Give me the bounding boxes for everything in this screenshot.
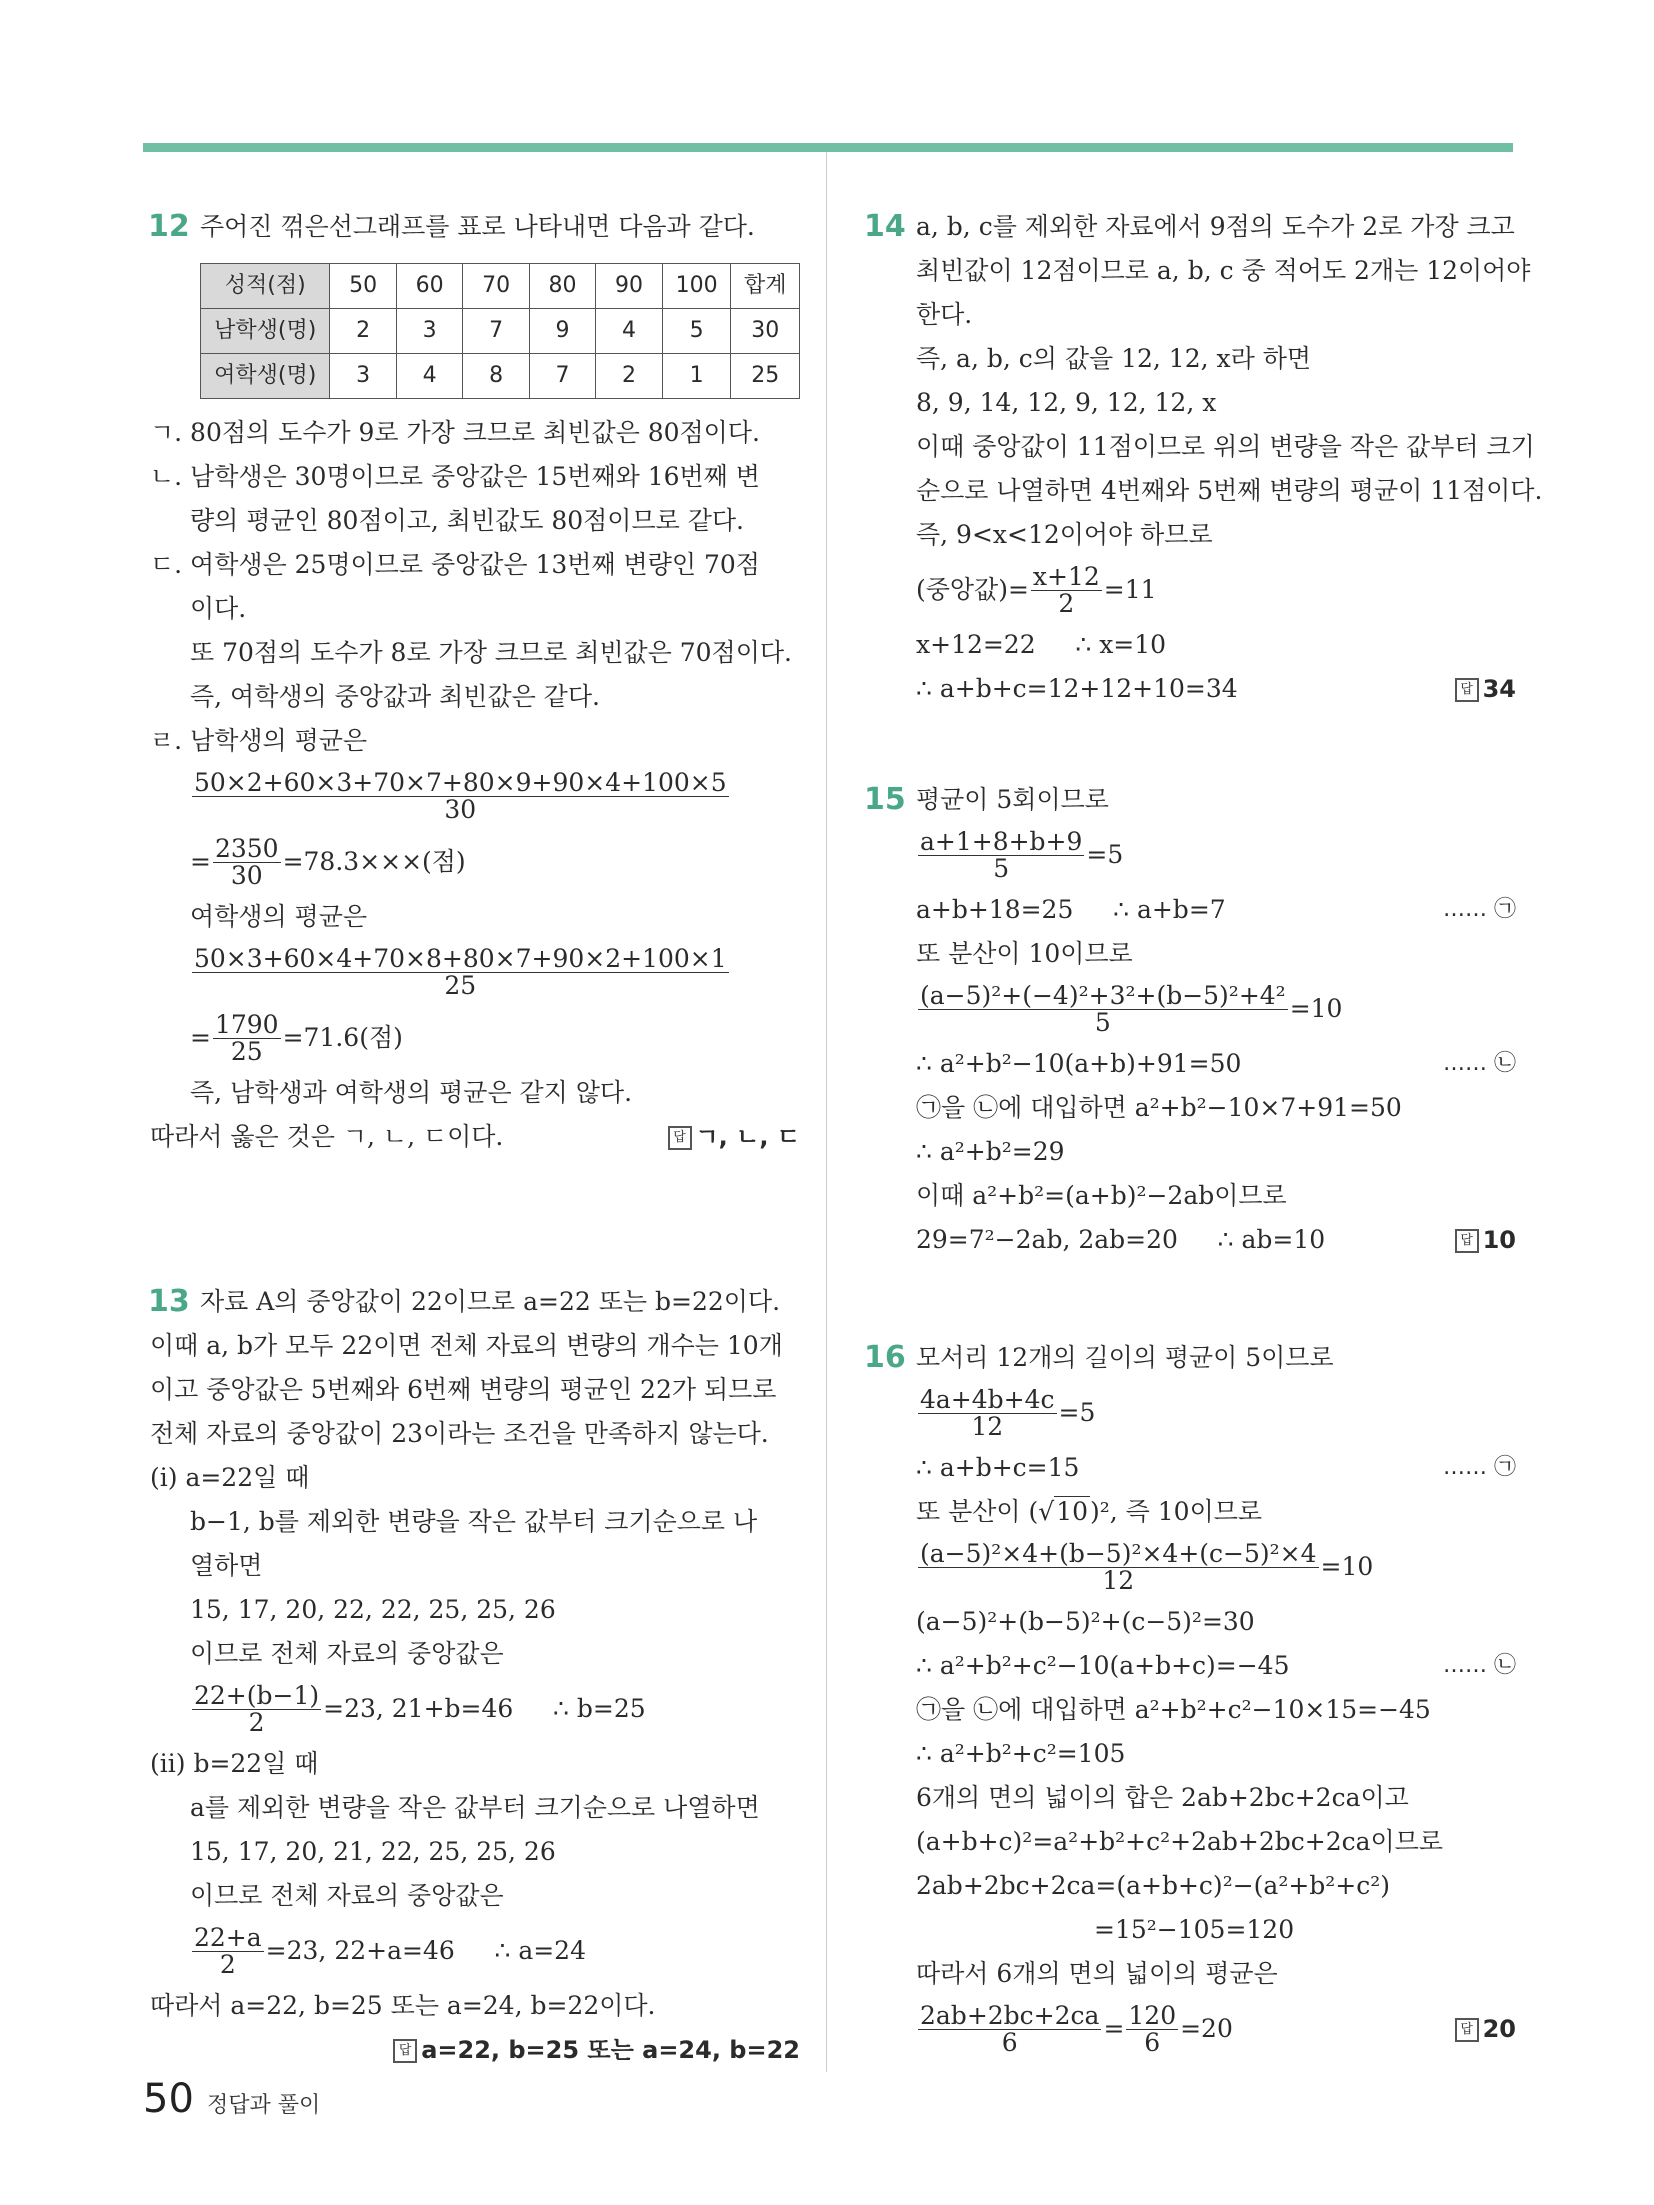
text-line: 15, 17, 20, 21, 22, 25, 25, 26 <box>190 1837 556 1866</box>
table-row <box>201 309 800 354</box>
text-line: a, b, c를 제외한 자료에서 9점의 도수가 2로 가장 크고 <box>916 212 1515 241</box>
text-line: 이다. <box>190 594 247 623</box>
column-divider <box>826 152 827 2072</box>
fraction <box>192 767 729 824</box>
table-cell: 50 <box>330 264 396 309</box>
fraction-line <box>916 976 1516 1042</box>
fraction <box>918 826 1084 883</box>
text-line: 한다. <box>916 300 973 329</box>
text-line: ㄴ. 남학생은 30명이므로 중앙값은 15번째와 16번째 변 <box>150 462 760 491</box>
numerator: 120 <box>1128 2000 1177 2030</box>
text-line: 즉, a, b, c의 값을 12, 12, x라 하면 <box>916 344 1311 373</box>
text-line: 또 분산이 10이므로 <box>916 939 1133 968</box>
table-cell: 8 <box>463 354 529 399</box>
text-line: 즉, 여학생의 중앙값과 최빈값은 같다. <box>190 682 600 711</box>
denominator: 6 <box>1144 2027 1161 2057</box>
table-cell: 3 <box>396 309 462 354</box>
numerator: 22+(b−1) <box>194 1680 320 1710</box>
text-line: ㉠을 ㉡에 대입하면 a²+b²+c²−10×15=−45 <box>916 1695 1431 1724</box>
table-cell: 9 <box>529 309 595 354</box>
text-line-with-mark <box>916 1042 1516 1086</box>
sqrt-value: 10 <box>1056 1497 1088 1526</box>
text-line: 모서리 12개의 길이의 평균이 5이므로 <box>916 1343 1334 1372</box>
text-line: 평균이 5회이므로 <box>916 785 1109 814</box>
text-line: 최빈값이 12점이므로 a, b, c 중 적어도 2개는 12이어야 <box>916 256 1531 285</box>
fraction-line <box>916 822 1516 888</box>
table-cell: 30 <box>731 309 800 354</box>
problem-number: 16 <box>864 1340 906 1375</box>
fraction-line <box>916 557 1516 623</box>
table-cell: 2 <box>596 354 662 399</box>
fraction <box>192 1680 321 1737</box>
text-line: 이므로 전체 자료의 중앙값은 <box>190 1639 504 1668</box>
problem-16 <box>866 1336 1516 2062</box>
text-line: 따라서 a=22, b=25 또는 a=24, b=22이다. <box>150 1991 656 2020</box>
text-line: ㄷ. 여학생은 25명이므로 중앙값은 13번째 변량인 70점 <box>150 550 760 579</box>
problem-15 <box>866 778 1516 1262</box>
problem-13 <box>150 1280 800 2072</box>
fraction <box>192 943 729 1000</box>
text-line: 순으로 나열하면 4번째와 5번째 변량의 평균이 11점이다. <box>916 476 1543 505</box>
text-line: ㉠을 ㉡에 대입하면 a²+b²−10×7+91=50 <box>916 1093 1402 1122</box>
problem-body <box>916 1336 1516 2062</box>
problem-number: 12 <box>148 209 190 244</box>
numerator: 2ab+2bc+2ca <box>920 2000 1100 2030</box>
page-footer <box>143 2076 320 2122</box>
equation-mark: …… ㉡ <box>1443 1653 1516 1678</box>
problem-number: 13 <box>148 1284 190 1319</box>
answer-value: a=22, b=25 또는 a=24, b=22 <box>421 2036 800 2064</box>
math-text: =20 <box>1180 2014 1233 2043</box>
math-text: =78.3×××(점) <box>282 847 466 876</box>
text-line-with-mark <box>916 1446 1516 1490</box>
table-cell: 100 <box>662 264 731 309</box>
answer-line <box>150 2028 800 2072</box>
answer <box>1455 667 1516 711</box>
table-cell: 5 <box>662 309 731 354</box>
text-line: 따라서 옳은 것은 ㄱ, ㄴ, ㄷ이다. <box>150 1122 504 1151</box>
math-text: =10 <box>1320 1552 1374 1581</box>
fraction-line <box>150 1918 800 1984</box>
answer-line <box>916 1218 1516 1262</box>
text-line: 전체 자료의 중앙값이 23이라는 조건을 만족하지 않는다. <box>150 1419 769 1448</box>
math-text: =5 <box>1086 840 1124 869</box>
equation-mark: …… ㉡ <box>1443 1051 1516 1076</box>
solution-lines <box>150 1324 800 2072</box>
text-line: 이때 중앙값이 11점이므로 위의 변량을 작은 값부터 크기 <box>916 432 1535 461</box>
fraction <box>1031 561 1102 618</box>
math-text: ∴ a+b+c=15 <box>916 1453 1080 1482</box>
table-cell: 합계 <box>731 264 800 309</box>
answer-value: ㄱ, ㄴ, ㄷ <box>695 1123 800 1151</box>
text-line: ∴ a+b+c=12+12+10=34 <box>916 674 1238 703</box>
answer <box>1455 2007 1516 2051</box>
table-header-row <box>201 264 800 309</box>
math-text: = <box>1103 2014 1125 2043</box>
problem-body <box>916 778 1516 1262</box>
table-cell: 25 <box>731 354 800 399</box>
math-text: = <box>190 847 211 876</box>
text-line: ㄹ. 남학생의 평균은 <box>150 726 368 755</box>
equation-mark: …… ㉠ <box>1443 897 1516 922</box>
text-line: 또 70점의 도수가 8로 가장 크므로 최빈값은 70점이다. <box>190 638 792 667</box>
math-text: ∴ a²+b²−10(a+b)+91=50 <box>916 1049 1242 1078</box>
fraction-line <box>916 1380 1516 1446</box>
text-line: 즉, 남학생과 여학생의 평균은 같지 않다. <box>190 1078 633 1107</box>
text-line: 따라서 6개의 면의 넓이의 평균은 <box>916 1959 1278 1988</box>
numerator: 50×3+60×4+70×8+80×7+90×2+100×1 <box>194 943 727 973</box>
problem-number: 15 <box>864 782 906 817</box>
text-line: 이때 a, b가 모두 22이면 전체 자료의 변량의 개수는 10개 <box>150 1331 783 1360</box>
fraction <box>213 1009 281 1066</box>
text-line: 주어진 꺾은선그래프를 표로 나타내면 다음과 같다. <box>200 212 755 241</box>
answer <box>1455 1218 1516 1262</box>
page-number: 50 <box>143 2076 194 2122</box>
problem-body <box>200 1280 800 1324</box>
denominator: 2 <box>1058 588 1075 618</box>
answer-icon: 답 <box>1455 678 1479 702</box>
footer-label: 정답과 풀이 <box>207 2093 321 2118</box>
problem-12 <box>150 205 800 1159</box>
sqrt-sign: √ <box>1038 1497 1055 1526</box>
table-cell: 90 <box>596 264 662 309</box>
text-line: 이때 a²+b²=(a+b)²−2ab이므로 <box>916 1181 1287 1210</box>
denominator: 2 <box>219 1949 236 1979</box>
text-line: 2ab+2bc+2ca=(a+b+c)²−(a²+b²+c²) <box>916 1871 1391 1900</box>
equation-mark: …… ㉠ <box>1443 1455 1516 1480</box>
math-text: =11 <box>1103 575 1157 604</box>
score-table <box>200 263 800 399</box>
fraction <box>918 2000 1101 2057</box>
problem-body <box>200 205 800 399</box>
text-line: x+12=22 ∴ x=10 <box>916 630 1167 659</box>
text-line: 열하면 <box>190 1551 263 1580</box>
numerator: 1790 <box>214 1009 279 1039</box>
math-text: 29=7²−2ab, 2ab=20 ∴ ab=10 <box>916 1225 1326 1254</box>
math-text: a+b+18=25 ∴ a+b=7 <box>916 895 1226 924</box>
problem-14 <box>864 205 1543 711</box>
text-line: 량의 평균인 80점이고, 최빈값도 80점이므로 같다. <box>190 506 744 535</box>
text-line: a를 제외한 변량을 작은 값부터 크기순으로 나열하면 <box>190 1793 760 1822</box>
table-cell: 2 <box>330 309 396 354</box>
numerator: x+12 <box>1032 561 1100 591</box>
text-line: 이므로 전체 자료의 중앙값은 <box>190 1881 504 1910</box>
math-text: =71.6(점) <box>282 1023 403 1052</box>
fraction-line <box>150 939 800 1005</box>
numerator: (a−5)²×4+(b−5)²×4+(c−5)²×4 <box>920 1538 1317 1568</box>
table-cell: 3 <box>330 354 396 399</box>
denominator: 5 <box>1094 1007 1111 1037</box>
math-text: 또 분산이 ( <box>916 1497 1039 1526</box>
denominator: 30 <box>444 794 477 824</box>
text-line: b−1, b를 제외한 변량을 작은 값부터 크기순으로 나 <box>190 1507 758 1536</box>
fraction <box>192 1922 264 1979</box>
math-text: =5 <box>1058 1398 1096 1427</box>
table-cell: 성적(점) <box>201 264 330 309</box>
table-cell: 80 <box>529 264 595 309</box>
denominator: 25 <box>230 1036 263 1066</box>
fraction <box>918 980 1288 1037</box>
text-line: 여학생의 평균은 <box>190 902 367 931</box>
text-line: 이고 중앙값은 5번째와 6번째 변량의 평균인 22가 되므로 <box>150 1375 777 1404</box>
table-cell: 60 <box>396 264 462 309</box>
math-text: ∴ a²+b²+c²−10(a+b+c)=−45 <box>916 1651 1290 1680</box>
answer <box>668 1115 801 1159</box>
answer-icon: 답 <box>668 1126 692 1150</box>
answer <box>393 2028 800 2072</box>
numerator: 22+a <box>194 1922 262 1952</box>
answer-icon: 답 <box>1455 1229 1479 1253</box>
fraction <box>213 833 281 890</box>
answer-value: 34 <box>1482 675 1516 703</box>
fraction-line <box>150 1005 800 1071</box>
math-text: =23, 22+a=46 ∴ a=24 <box>265 1936 586 1965</box>
numerator: (a−5)²+(−4)²+3²+(b−5)²+4² <box>920 980 1286 1010</box>
text-line: ∴ a²+b²+c²=105 <box>916 1739 1126 1768</box>
fraction <box>918 1384 1057 1441</box>
table-cell: 4 <box>396 354 462 399</box>
math-text: =23, 21+b=46 ∴ b=25 <box>323 1694 646 1723</box>
denominator: 12 <box>1102 1565 1135 1595</box>
table-cell: 4 <box>596 309 662 354</box>
denominator: 6 <box>1001 2027 1018 2057</box>
table-cell: 남학생(명) <box>201 309 330 354</box>
denominator: 2 <box>248 1707 265 1737</box>
answer-value: 10 <box>1482 1226 1516 1254</box>
text-line-with-mark <box>916 888 1516 932</box>
text-line: ㄱ. 80점의 도수가 9로 가장 크므로 최빈값은 80점이다. <box>150 418 760 447</box>
text-line: ∴ a²+b²=29 <box>916 1137 1065 1166</box>
fraction-line <box>916 1996 1516 2062</box>
table-cell: 70 <box>463 264 529 309</box>
numerator: a+1+8+b+9 <box>920 826 1083 856</box>
fraction-line <box>150 1676 800 1742</box>
denominator: 12 <box>971 1411 1004 1441</box>
numerator: 50×2+60×3+70×7+80×9+90×4+100×5 <box>194 767 727 797</box>
top-accent-bar <box>143 143 1513 152</box>
numerator: 2350 <box>214 833 279 863</box>
text-line: 자료 A의 중앙값이 22이므로 a=22 또는 b=22이다. <box>200 1287 781 1316</box>
denominator: 5 <box>993 853 1010 883</box>
answer-line <box>150 1115 800 1159</box>
text-line: 즉, 9<x<12이어야 하므로 <box>916 520 1213 549</box>
text-line: (a−5)²+(b−5)²+(c−5)²=30 <box>916 1607 1255 1636</box>
answer-icon: 답 <box>1455 2018 1479 2042</box>
text-line: (ⅱ) b=22일 때 <box>150 1749 319 1778</box>
math-text: = <box>190 1023 211 1052</box>
text-line <box>916 1490 1516 1534</box>
answer-value: 20 <box>1482 2015 1516 2043</box>
math-text: =10 <box>1289 994 1343 1023</box>
text-line: =15²−105=120 <box>1094 1915 1295 1944</box>
text-line: (ⅰ) a=22일 때 <box>150 1463 310 1492</box>
math-text: )², 즉 10이므로 <box>1090 1497 1263 1526</box>
math-text: (중앙값)= <box>916 575 1029 604</box>
table-cell: 여학생(명) <box>201 354 330 399</box>
answer-line <box>916 667 1516 711</box>
fraction-line <box>150 763 800 829</box>
text-line-with-mark <box>916 1644 1516 1688</box>
numerator: 4a+4b+4c <box>920 1384 1055 1414</box>
problem-body <box>916 205 1543 711</box>
solution-lines <box>150 411 800 1159</box>
fraction <box>1126 2000 1178 2057</box>
denominator: 30 <box>230 860 263 890</box>
text-line: 15, 17, 20, 22, 22, 25, 25, 26 <box>190 1595 556 1624</box>
fraction-line <box>150 829 800 895</box>
answer-icon: 답 <box>393 2039 417 2063</box>
denominator: 25 <box>444 970 477 1000</box>
text-line: 8, 9, 14, 12, 9, 12, 12, x <box>916 388 1217 417</box>
text-line: (a+b+c)²=a²+b²+c²+2ab+2bc+2ca이므로 <box>916 1827 1443 1856</box>
fraction <box>918 1538 1319 1595</box>
fraction-line <box>916 1534 1516 1600</box>
table-row <box>201 354 800 399</box>
text-line: 6개의 면의 넓이의 합은 2ab+2bc+2ca이고 <box>916 1783 1409 1812</box>
problem-number: 14 <box>864 209 906 244</box>
table-cell: 7 <box>463 309 529 354</box>
table-cell: 7 <box>529 354 595 399</box>
table-cell: 1 <box>662 354 731 399</box>
